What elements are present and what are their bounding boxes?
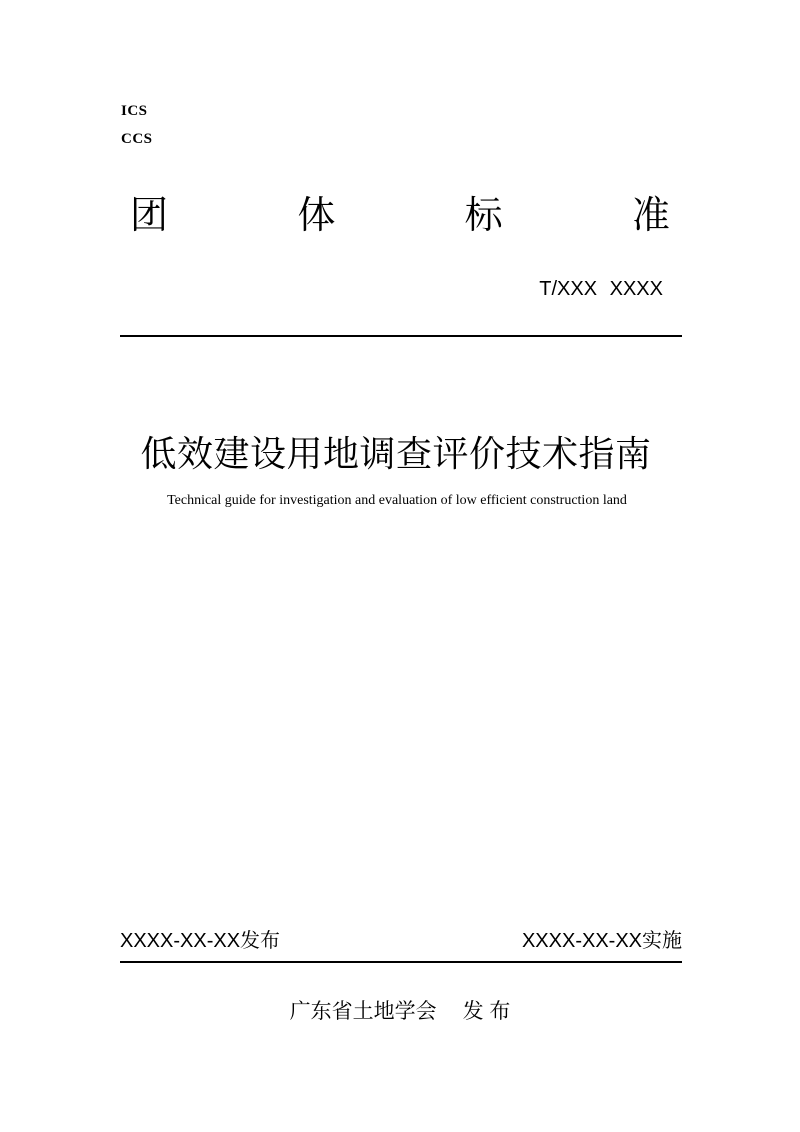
standard-type-char: 标 [464,195,503,237]
implementation-date: XXXX-XX-XX实施 [521,930,682,952]
document-title-english: Technical guide for investigation and evaluation of low efficient construction land [167,493,627,508]
standard-type-char: 准 [631,195,670,237]
ics-code-label: ICS [121,103,148,119]
ccs-code-label: CCS [121,131,153,147]
standard-document-number: T/XXX XXXX [539,278,663,300]
document-title-chinese: 低效建设用地调查评价技术指南 [140,433,652,474]
release-date: XXXX-XX-XX发布 [120,930,281,952]
standard-type-char: 体 [297,195,336,237]
footer-divider-line [120,961,682,963]
publisher-row [0,1000,800,1024]
publisher-organization: 广东省土地学会 [289,1000,437,1023]
standard-type-heading [130,194,670,238]
publisher-action-label: 发 布 [462,1000,511,1023]
header-divider-line [120,335,682,337]
standard-type-char: 团 [130,195,169,237]
